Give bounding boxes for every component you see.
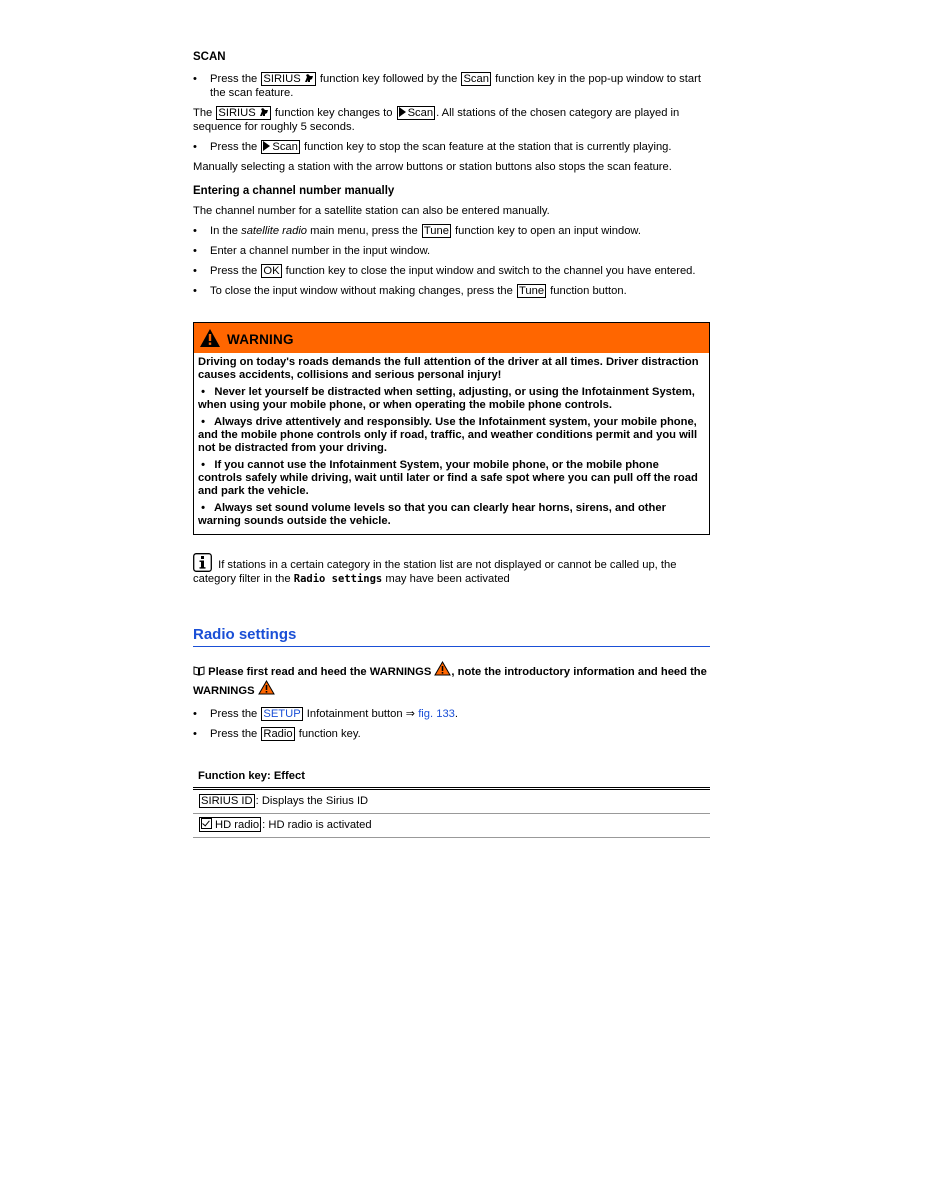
text: function key in the pop-up window to start the scan feature. [210,73,701,99]
text: function button. [550,285,627,297]
manual-heading: Entering a channel number manually [193,185,395,197]
bullet-dot: • [193,265,197,277]
paragraph: The channel number for a satellite station can also be entered manually. [193,205,550,217]
warning-item: • Always set sound volume levels so that you can clearly hear horns, sirens, and other warning sounds outside the vehicle. [198,502,666,527]
tune-key: Tune [518,285,545,297]
warning-box [193,322,710,535]
bullet-dot: • [193,225,197,237]
section-title: Radio settings [193,626,710,647]
play-icon [399,107,406,117]
text: To close the input window without making changes, press the [210,285,513,297]
text: . All stations of the chosen category are played in sequence for roughly 5 seconds. [193,107,680,133]
paragraph: Manually selecting a station with the arrow buttons or station buttons also stops the scan feature. [193,161,672,173]
scan-key: Scan [463,73,489,85]
sirius-key: SIRIUS [216,106,270,120]
text: main menu, press the [310,225,418,237]
table-cell: : Displays the Sirius ID [255,795,369,807]
text: In the [210,225,238,237]
list-item: • Press the SETUP Infotainment button ⇒ fig. 133. [193,708,458,720]
table-cell: : HD radio is activated [262,819,372,831]
bullet-dot: • [193,73,197,85]
text: function key followed by the [319,73,458,85]
list-item [193,264,710,278]
text: Press the [210,73,258,85]
text: Press the [210,708,258,720]
text: Infotainment button [306,708,403,720]
warning-triangle-icon [434,661,451,676]
bullet-dot: • [193,285,197,297]
hd-radio-key: HD radio [199,817,261,832]
text: function key to close the input window and switch to the channel you have entered. [285,265,696,277]
tune-key: Tune [423,225,449,237]
table-row [193,790,710,814]
fig-link[interactable]: fig. 133 [418,708,455,720]
sirius-dog-icon [259,107,269,117]
radio-key: Radio [263,728,293,740]
info-note [193,553,710,586]
list-item [193,140,710,154]
text: satellite radio [241,225,308,237]
checkbox-icon [201,818,212,829]
warning-item: • If you cannot use the Infotainment System, your mobile phone, or the mobile phone controls safely while driving, wait until later or find a safe spot where you can pull off the road and park the vehicle. [198,459,698,497]
ok-key: OK [263,265,280,277]
list-item [193,72,710,100]
book-icon [193,666,205,676]
text: function key. [298,728,361,740]
bullet-dot: • [193,708,197,720]
text: Enter a channel number in the input window. [210,245,431,257]
text: function key to open an input window. [455,225,641,237]
warning-body [194,353,709,534]
table-header: Function key: Effect [198,770,305,782]
function-key-table [193,769,710,838]
warning-intro: Driving on today's roads demands the full attention of the driver at all times. Driver distraction causes accidents, collisions and serious personal injury! [198,356,699,381]
text: function key to stop the scan feature at the station that is currently playing. [303,141,672,153]
text: may have been activated [385,573,510,585]
text: Press the [210,728,258,740]
play-scan-key: Scan [397,106,436,120]
radio-settings-ref: Radio settings [293,573,383,585]
sirius-id-key: SIRIUS ID [201,795,253,807]
bullet-dot: • [193,245,197,257]
bullet-dot: • [193,141,197,153]
warning-item: • Never let yourself be distracted when setting, adjusting, or using the Infotainment System, when using your mobile phone, or when operating the mobile phone controls. [198,386,695,411]
play-icon [263,141,270,151]
setup-key: SETUP [263,708,301,720]
bullet-dot: • [193,728,197,740]
warning-header [194,323,709,353]
arrow-icon: ⇒ [405,708,416,720]
warning-triangle-icon [258,680,275,695]
list-item [193,284,710,298]
first-read-notice: Please first read and heed the WARNINGS , note the introductory information and heed the WARNINGS [193,661,710,699]
table-row [193,814,710,838]
list-item [193,244,710,258]
list-item [193,224,710,238]
list-item [193,727,710,741]
text: Press the [210,141,258,153]
warning-triangle-icon [199,328,221,348]
document-page [193,50,710,838]
info-icon [193,553,212,572]
sirius-dog-icon [304,73,314,83]
scan-heading: SCAN [193,51,226,63]
text: The [193,107,213,119]
text: function key changes to [274,107,393,119]
sirius-key: SIRIUS [261,72,315,86]
warning-item: • Always drive attentively and responsibly. Use the Infotainment system, your mobile phone, and the mobile phone controls only if road, traffic, and weather conditions permit and you will not be distracted from your driving. [198,416,698,454]
text: If stations in a certain category in the station list are not displayed or cannot be called up, the category filter in the [193,559,677,585]
paragraph [193,106,710,134]
play-scan-key: Scan [261,140,300,154]
warning-title: WARNING [227,332,294,347]
text: Press the [210,265,258,277]
